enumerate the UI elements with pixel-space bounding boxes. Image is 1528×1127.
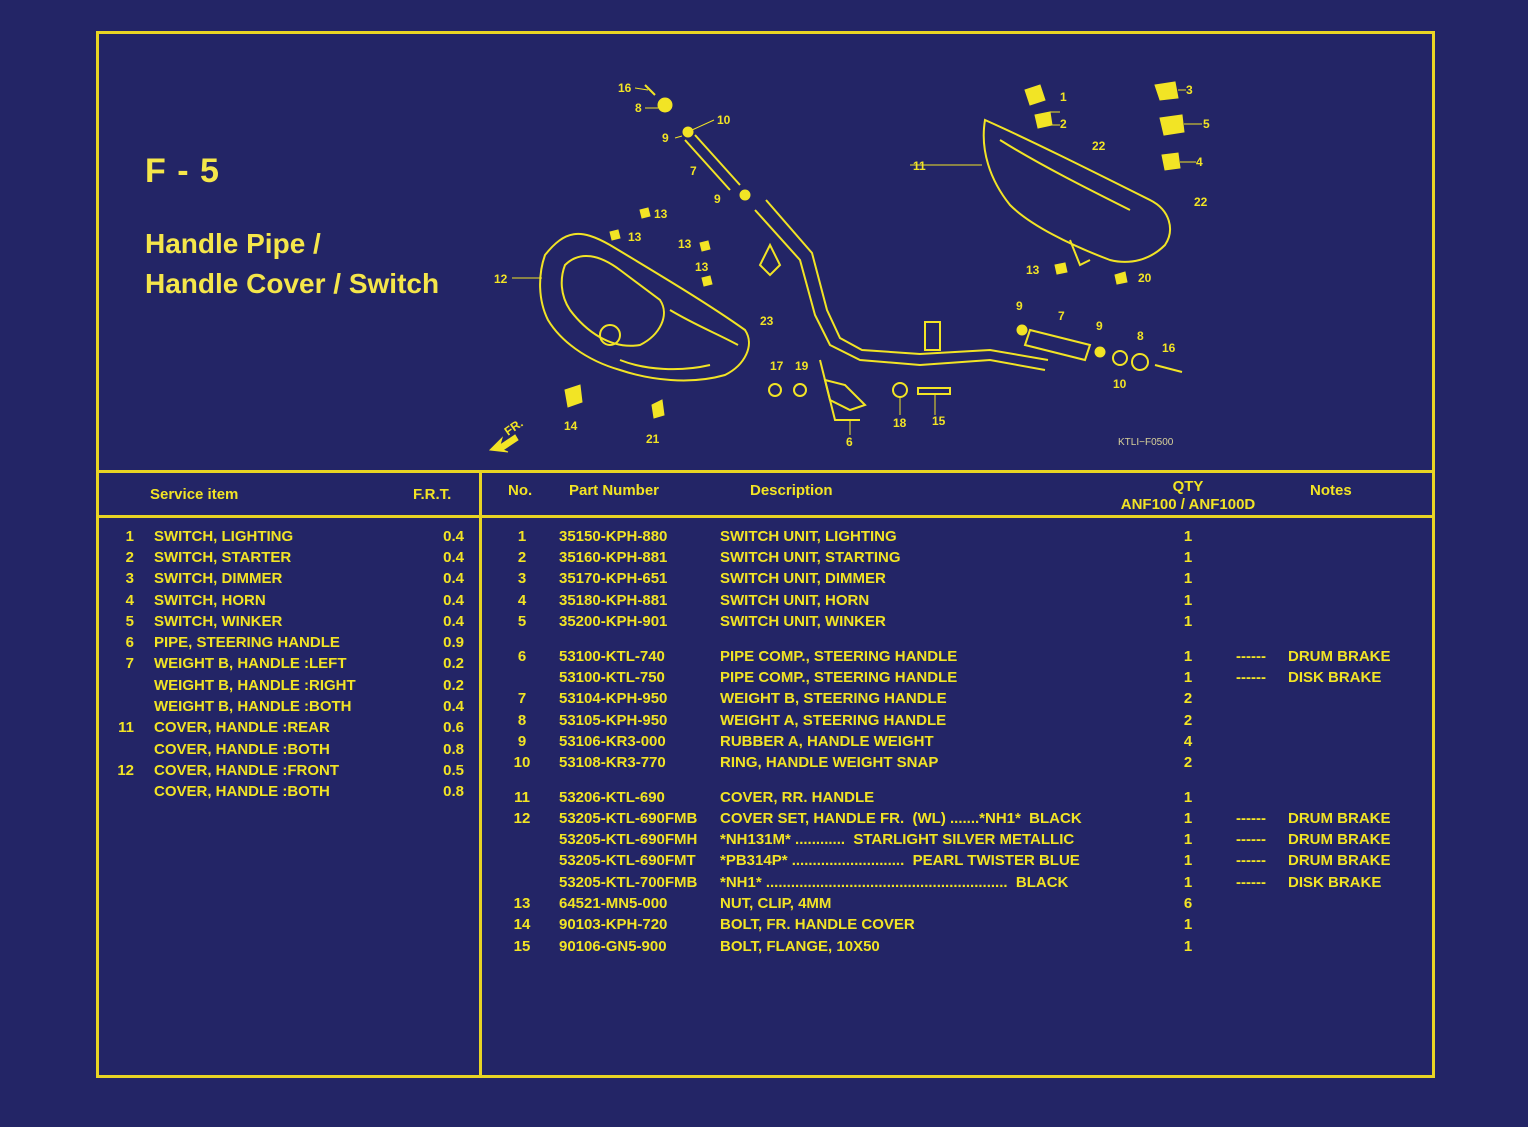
part-number: 53205-KTL-700FMB [559, 874, 698, 891]
rear-handle-cover-drawing [984, 82, 1184, 265]
part-description: NUT, CLIP, 4MM [720, 895, 832, 912]
service-item-name: SWITCH, HORN [154, 592, 266, 609]
service-item-no: 4 [125, 592, 134, 609]
callout: 16 [618, 81, 632, 95]
callout: 6 [846, 435, 853, 449]
part-description: SWITCH UNIT, STARTING [720, 549, 901, 566]
part-qty: 1 [1183, 938, 1193, 955]
callout: 11 [913, 159, 926, 173]
part-row-no: 15 [513, 938, 531, 955]
part-row-no: 9 [517, 733, 527, 750]
front-direction-label: FR. [501, 415, 526, 439]
part-qty: 1 [1183, 810, 1193, 827]
part-number: 53105-KPH-950 [559, 712, 668, 729]
callout: 9 [1096, 319, 1103, 333]
callout: 10 [717, 113, 731, 127]
callout: 9 [714, 192, 721, 206]
callout: 5 [1203, 117, 1210, 131]
part-row-no: 6 [517, 648, 527, 665]
service-item-frt: 0.4 [443, 570, 464, 587]
part-qty: 1 [1183, 916, 1193, 933]
service-item-frt: 0.4 [443, 528, 464, 545]
no-header: No. [508, 482, 533, 499]
part-note: DRUM BRAKE [1288, 648, 1391, 665]
service-item-name: COVER, HANDLE :FRONT [154, 762, 339, 779]
part-number: 53205-KTL-690FMT [559, 852, 696, 869]
exploded-parts-diagram [470, 60, 1230, 470]
service-item-name: WEIGHT B, HANDLE :LEFT [154, 655, 347, 672]
part-note-dash: ------ [1236, 874, 1266, 891]
part-number: 35180-KPH-881 [559, 592, 668, 609]
diagram-divider [96, 470, 1435, 473]
service-item-no: 11 [118, 719, 134, 736]
part-row-no: 11 [514, 789, 530, 806]
part-qty: 1 [1183, 613, 1193, 630]
callout: 13 [1026, 263, 1040, 277]
service-item-frt: 0.4 [443, 613, 464, 630]
part-row-no: 14 [513, 916, 531, 933]
service-item-no: 1 [125, 528, 134, 545]
callout: 12 [494, 272, 508, 286]
part-qty: 1 [1183, 592, 1193, 609]
service-item-name: WEIGHT B, HANDLE :RIGHT [154, 677, 356, 694]
section-title-line1: Handle Pipe / [145, 228, 321, 259]
service-item-name: SWITCH, STARTER [154, 549, 292, 566]
service-item-frt: 0.8 [443, 783, 464, 800]
callout: 21 [646, 432, 660, 446]
part-description: WEIGHT B, STEERING HANDLE [720, 690, 947, 707]
part-number: 53104-KPH-950 [559, 690, 668, 707]
service-item-no: 12 [117, 762, 134, 779]
part-qty: 1 [1183, 852, 1193, 869]
part-number: 53205-KTL-690FMB [559, 810, 698, 827]
part-qty: 4 [1183, 733, 1193, 750]
part-description: WEIGHT A, STEERING HANDLE [720, 712, 947, 729]
part-description: RING, HANDLE WEIGHT SNAP [720, 754, 939, 771]
part-description: *NH131M* ............ STARLIGHT SILVER METALLIC [720, 831, 1075, 848]
part-qty: 2 [1183, 754, 1193, 771]
part-note-dash: ------ [1236, 648, 1266, 665]
service-item-frt: 0.8 [443, 741, 464, 758]
part-description: SWITCH UNIT, WINKER [720, 613, 886, 630]
callout: 18 [893, 416, 907, 430]
service-item-frt: 0.4 [443, 592, 464, 609]
part-description: RUBBER A, HANDLE WEIGHT [720, 733, 934, 750]
part-description: SWITCH UNIT, DIMMER [720, 570, 886, 587]
part-qty: 1 [1183, 831, 1193, 848]
part-description: PIPE COMP., STEERING HANDLE [720, 648, 958, 665]
part-note: DISK BRAKE [1288, 874, 1382, 891]
callout: 13 [628, 230, 642, 244]
part-number: 35160-KPH-881 [559, 549, 668, 566]
notes-header: Notes [1310, 482, 1352, 499]
callout: 13 [678, 237, 692, 251]
diagram-reference-code: KTLI−F0500 [1118, 437, 1174, 448]
callout: 7 [690, 164, 697, 178]
part-qty: 1 [1183, 648, 1193, 665]
service-item-name: WEIGHT B, HANDLE :BOTH [154, 698, 352, 715]
part-number: 53106-KR3-000 [559, 733, 666, 750]
service-item-name: COVER, HANDLE :BOTH [154, 783, 330, 800]
callout: 15 [932, 414, 946, 428]
part-note-dash: ------ [1236, 831, 1266, 848]
part-row-no: 4 [517, 592, 527, 609]
callout: 13 [695, 260, 709, 274]
part-row-no: 12 [513, 810, 531, 827]
service-item-name: SWITCH, WINKER [154, 613, 283, 630]
part-number: 35200-KPH-901 [559, 613, 668, 630]
callout: 9 [1016, 299, 1023, 313]
part-number: 35150-KPH-880 [559, 528, 668, 545]
part-number: 90106-GN5-900 [559, 938, 667, 955]
callout: 7 [1058, 309, 1065, 323]
front-direction-arrow [490, 416, 526, 452]
part-note: DRUM BRAKE [1288, 810, 1391, 827]
service-item-frt: 0.2 [443, 677, 464, 694]
callout: 22 [1194, 195, 1208, 209]
part-row-no: 8 [517, 712, 527, 729]
part-number: 53206-KTL-690 [559, 789, 665, 806]
callout: 4 [1196, 155, 1203, 169]
callout: 20 [1138, 271, 1152, 285]
callout: 17 [770, 359, 784, 373]
front-handle-cover-drawing [540, 234, 749, 381]
part-description: *PB314P* ........................... PEARL TWISTER BLUE [720, 852, 1080, 869]
callout-numbers [494, 81, 1210, 449]
part-description: SWITCH UNIT, LIGHTING [720, 528, 897, 545]
part-description: COVER, RR. HANDLE [720, 789, 875, 806]
part-number: 90103-KPH-720 [559, 916, 668, 933]
callout: 10 [1113, 377, 1127, 391]
callout: 22 [1092, 139, 1106, 153]
service-item-no: 7 [125, 655, 134, 672]
service-item-name: SWITCH, LIGHTING [154, 528, 294, 545]
part-number: 35170-KPH-651 [559, 570, 668, 587]
service-item-frt: 0.2 [443, 655, 464, 672]
frt-header: F.R.T. [413, 486, 452, 503]
qty-models-header: ANF100 / ANF100D [1120, 496, 1256, 513]
part-qty: 1 [1183, 570, 1193, 587]
part-qty: 2 [1183, 712, 1193, 729]
callout: 16 [1162, 341, 1176, 355]
part-note-dash: ------ [1236, 852, 1266, 869]
callout: 2 [1060, 117, 1067, 131]
part-qty: 6 [1183, 895, 1193, 912]
table-column-divider [479, 470, 482, 1078]
callout: 19 [795, 359, 809, 373]
part-description: *NH1* .......................................................... BLACK [720, 874, 1069, 891]
part-number: 64521-MN5-000 [559, 895, 668, 912]
part-description: BOLT, FLANGE, 10X50 [720, 938, 880, 955]
service-item-no: 5 [125, 613, 134, 630]
callout: 1 [1060, 90, 1067, 104]
service-item-name: COVER, HANDLE :REAR [154, 719, 330, 736]
part-qty: 1 [1183, 549, 1193, 566]
part-description: SWITCH UNIT, HORN [720, 592, 870, 609]
service-item-no: 6 [125, 634, 134, 651]
part-number: 53205-KTL-690FMH [559, 831, 698, 848]
section-code: F - 5 [145, 152, 220, 190]
part-note-dash: ------ [1236, 669, 1266, 686]
part-qty: 1 [1183, 874, 1193, 891]
part-description: BOLT, FR. HANDLE COVER [720, 916, 915, 933]
part-number: 53100-KTL-750 [559, 669, 665, 686]
service-item-name: PIPE, STEERING HANDLE [154, 634, 340, 651]
header-divider [96, 515, 1435, 518]
callout: 13 [654, 207, 668, 221]
part-row-no: 10 [513, 754, 531, 771]
service-item-frt: 0.4 [443, 698, 464, 715]
service-item-header: Service item [150, 486, 239, 503]
part-row-no: 13 [513, 895, 531, 912]
qty-header: QTY [1172, 478, 1204, 495]
part-note-dash: ------ [1236, 810, 1266, 827]
part-row-no: 3 [517, 570, 527, 587]
part-number: 53100-KTL-740 [559, 648, 665, 665]
callout: 3 [1186, 83, 1193, 97]
part-number-header: Part Number [569, 482, 660, 499]
part-note: DRUM BRAKE [1288, 831, 1391, 848]
description-header: Description [750, 482, 833, 499]
callout: 8 [635, 101, 642, 115]
section-title-line2: Handle Cover / Switch [145, 268, 440, 299]
part-row-no: 1 [517, 528, 527, 545]
handle-pipe-drawing [645, 85, 1048, 420]
part-number: 53108-KR3-770 [559, 754, 666, 771]
service-item-frt: 0.9 [443, 634, 464, 651]
part-row-no: 5 [517, 613, 527, 630]
part-description: PIPE COMP., STEERING HANDLE [720, 669, 958, 686]
service-item-frt: 0.5 [443, 762, 464, 779]
callout: 23 [760, 314, 774, 328]
callout: 9 [662, 131, 669, 145]
part-qty: 1 [1183, 789, 1193, 806]
part-row-no: 2 [517, 549, 527, 566]
service-item-name: COVER, HANDLE :BOTH [154, 741, 330, 758]
service-item-no: 2 [125, 549, 134, 566]
part-note: DISK BRAKE [1288, 669, 1382, 686]
service-item-no: 3 [125, 570, 134, 587]
part-qty: 1 [1183, 528, 1193, 545]
service-item-frt: 0.4 [443, 549, 464, 566]
part-row-no: 7 [517, 690, 527, 707]
callout: 8 [1137, 329, 1144, 343]
part-qty: 1 [1183, 669, 1193, 686]
part-description: COVER SET, HANDLE FR. (WL) .......*NH1* BLACK [720, 810, 1082, 827]
part-qty: 2 [1183, 690, 1193, 707]
part-note: DRUM BRAKE [1288, 852, 1391, 869]
callout: 14 [564, 419, 578, 433]
service-item-name: SWITCH, DIMMER [154, 570, 283, 587]
service-item-frt: 0.6 [443, 719, 464, 736]
